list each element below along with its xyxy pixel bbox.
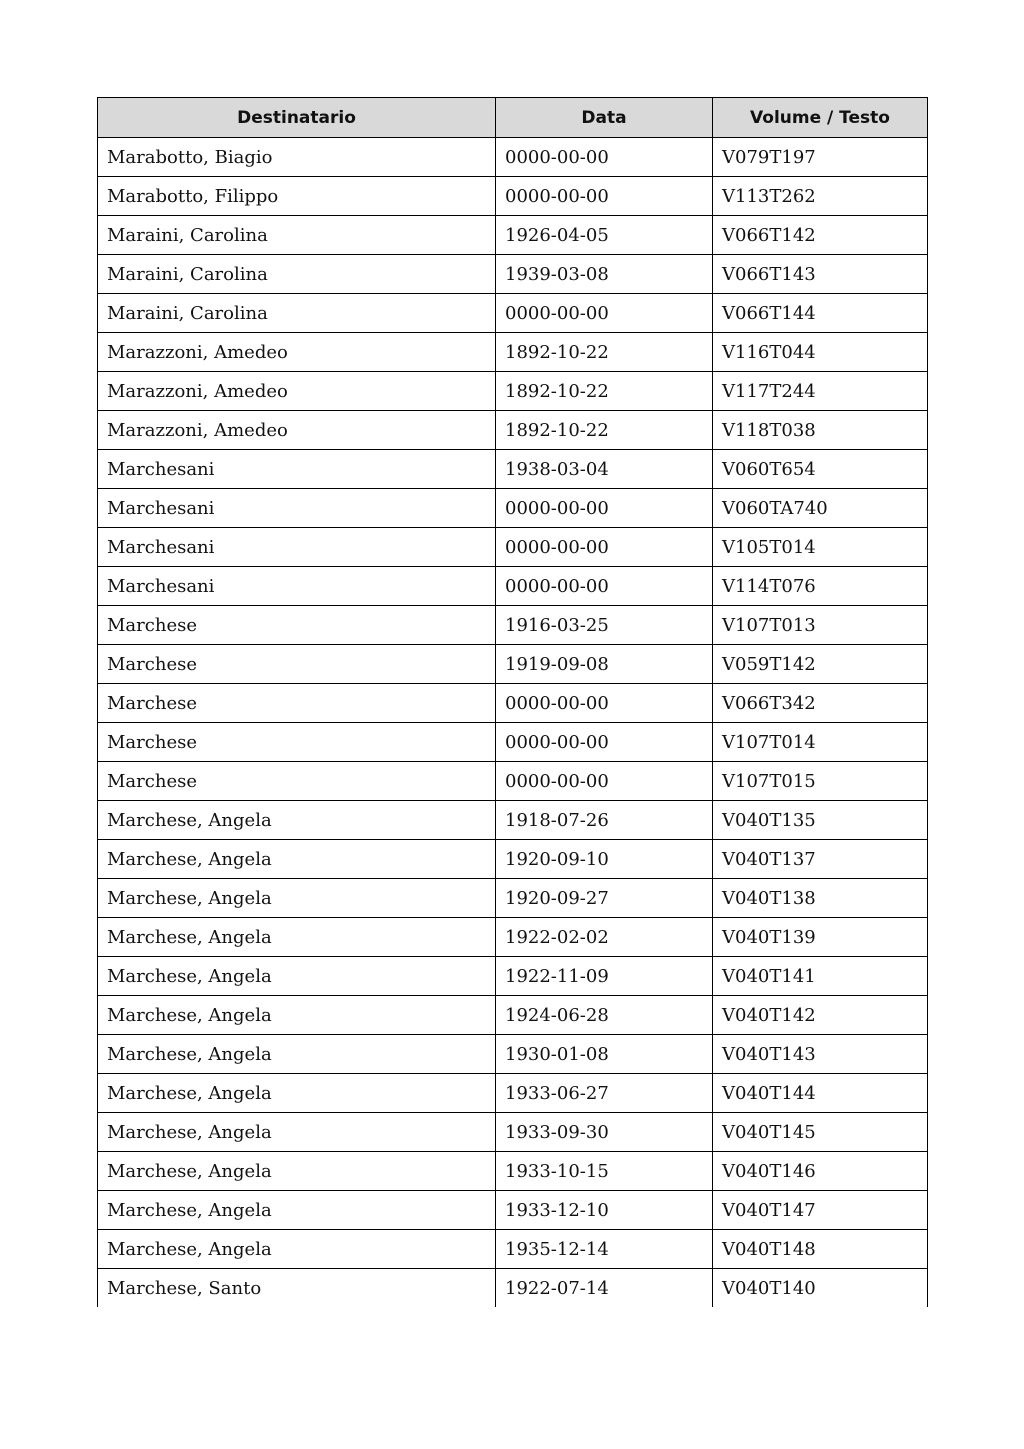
- cell-volume: V114T076: [713, 567, 928, 606]
- cell-date: 1892-10-22: [496, 372, 713, 411]
- cell-volume: V040T138: [713, 879, 928, 918]
- cell-recipient: Marchese, Angela: [98, 1152, 496, 1191]
- table-row: [98, 1152, 928, 1191]
- cell-volume: V066T143: [713, 255, 928, 294]
- cell-recipient: Marabotto, Filippo: [98, 177, 496, 216]
- cell-date: 1930-01-08: [496, 1035, 713, 1074]
- cell-date: 1892-10-22: [496, 411, 713, 450]
- cell-volume: V040T135: [713, 801, 928, 840]
- cell-recipient: Marchesani: [98, 567, 496, 606]
- cell-date: 1922-02-02: [496, 918, 713, 957]
- table-row: [98, 645, 928, 684]
- cell-recipient: Marchese, Angela: [98, 1035, 496, 1074]
- cell-recipient: Marchese: [98, 684, 496, 723]
- table-row: [98, 801, 928, 840]
- cell-volume: V107T014: [713, 723, 928, 762]
- cell-recipient: Marchese, Angela: [98, 957, 496, 996]
- table-row: [98, 567, 928, 606]
- cell-recipient: Marchese, Angela: [98, 1230, 496, 1269]
- table-row: [98, 255, 928, 294]
- table-row: [98, 177, 928, 216]
- cell-volume: V060TA740: [713, 489, 928, 528]
- cell-date: 0000-00-00: [496, 294, 713, 333]
- cell-date: 1922-07-14: [496, 1269, 713, 1308]
- cell-recipient: Maraini, Carolina: [98, 294, 496, 333]
- table-row: [98, 1191, 928, 1230]
- table-row: [98, 1230, 928, 1269]
- cell-volume: V066T142: [713, 216, 928, 255]
- cell-recipient: Marchese: [98, 645, 496, 684]
- cell-date: 1933-06-27: [496, 1074, 713, 1113]
- cell-recipient: Marazzoni, Amedeo: [98, 411, 496, 450]
- cell-recipient: Marchese, Angela: [98, 918, 496, 957]
- cell-recipient: Maraini, Carolina: [98, 255, 496, 294]
- table-row: [98, 918, 928, 957]
- table-row: [98, 879, 928, 918]
- table-row: [98, 489, 928, 528]
- cell-date: 1933-09-30: [496, 1113, 713, 1152]
- table-row: [98, 1269, 928, 1308]
- cell-recipient: Marchese: [98, 606, 496, 645]
- cell-date: 1924-06-28: [496, 996, 713, 1035]
- cell-date: 1919-09-08: [496, 645, 713, 684]
- cell-date: 1933-10-15: [496, 1152, 713, 1191]
- cell-recipient: Marchese, Angela: [98, 840, 496, 879]
- table-row: [98, 294, 928, 333]
- cell-recipient: Maraini, Carolina: [98, 216, 496, 255]
- cell-date: 1922-11-09: [496, 957, 713, 996]
- cell-recipient: Marazzoni, Amedeo: [98, 372, 496, 411]
- table-row: [98, 411, 928, 450]
- cell-date: 1920-09-10: [496, 840, 713, 879]
- cell-recipient: Marabotto, Biagio: [98, 138, 496, 177]
- cell-recipient: Marchesani: [98, 528, 496, 567]
- table-row: [98, 1074, 928, 1113]
- column-header-recipient: Destinatario: [98, 98, 496, 138]
- cell-volume: V040T139: [713, 918, 928, 957]
- cell-recipient: Marchesani: [98, 489, 496, 528]
- cell-recipient: Marchese, Angela: [98, 879, 496, 918]
- cell-volume: V040T142: [713, 996, 928, 1035]
- cell-date: 0000-00-00: [496, 177, 713, 216]
- cell-volume: V040T148: [713, 1230, 928, 1269]
- column-header-date: Data: [496, 98, 713, 138]
- table-row: [98, 684, 928, 723]
- cell-date: 1939-03-08: [496, 255, 713, 294]
- cell-volume: V040T144: [713, 1074, 928, 1113]
- cell-volume: V066T342: [713, 684, 928, 723]
- cell-recipient: Marazzoni, Amedeo: [98, 333, 496, 372]
- table-row: [98, 996, 928, 1035]
- cell-volume: V107T013: [713, 606, 928, 645]
- cell-date: 0000-00-00: [496, 684, 713, 723]
- table-row: [98, 762, 928, 801]
- table-row: [98, 957, 928, 996]
- cell-volume: V040T147: [713, 1191, 928, 1230]
- cell-recipient: Marchese, Angela: [98, 1191, 496, 1230]
- cell-volume: V040T145: [713, 1113, 928, 1152]
- table-row: [98, 528, 928, 567]
- cell-volume: V118T038: [713, 411, 928, 450]
- cell-recipient: Marchese, Angela: [98, 801, 496, 840]
- letters-index-table: [97, 97, 928, 1307]
- table-row: [98, 450, 928, 489]
- cell-date: 1938-03-04: [496, 450, 713, 489]
- cell-volume: V040T140: [713, 1269, 928, 1308]
- cell-volume: V079T197: [713, 138, 928, 177]
- table-header-row: [98, 98, 928, 138]
- table-row: [98, 840, 928, 879]
- cell-volume: V040T146: [713, 1152, 928, 1191]
- cell-date: 1926-04-05: [496, 216, 713, 255]
- table-row: [98, 723, 928, 762]
- cell-date: 1920-09-27: [496, 879, 713, 918]
- document-page: [97, 97, 927, 1307]
- cell-volume: V116T044: [713, 333, 928, 372]
- cell-date: 0000-00-00: [496, 762, 713, 801]
- cell-volume: V060T654: [713, 450, 928, 489]
- cell-recipient: Marchese: [98, 723, 496, 762]
- cell-volume: V059T142: [713, 645, 928, 684]
- cell-recipient: Marchese, Angela: [98, 1074, 496, 1113]
- table-body: [98, 138, 928, 1308]
- cell-recipient: Marchese, Angela: [98, 996, 496, 1035]
- cell-date: 1933-12-10: [496, 1191, 713, 1230]
- cell-recipient: Marchesani: [98, 450, 496, 489]
- cell-recipient: Marchese: [98, 762, 496, 801]
- cell-recipient: Marchese, Angela: [98, 1113, 496, 1152]
- cell-recipient: Marchese, Santo: [98, 1269, 496, 1308]
- table-row: [98, 216, 928, 255]
- table-row: [98, 1035, 928, 1074]
- cell-volume: V040T141: [713, 957, 928, 996]
- cell-date: 1935-12-14: [496, 1230, 713, 1269]
- cell-volume: V040T137: [713, 840, 928, 879]
- table-row: [98, 1113, 928, 1152]
- cell-date: 0000-00-00: [496, 528, 713, 567]
- cell-date: 0000-00-00: [496, 138, 713, 177]
- cell-date: 1892-10-22: [496, 333, 713, 372]
- table-row: [98, 333, 928, 372]
- cell-volume: V113T262: [713, 177, 928, 216]
- cell-volume: V107T015: [713, 762, 928, 801]
- cell-date: 0000-00-00: [496, 723, 713, 762]
- table-row: [98, 372, 928, 411]
- cell-volume: V117T244: [713, 372, 928, 411]
- cell-date: 0000-00-00: [496, 489, 713, 528]
- cell-volume: V066T144: [713, 294, 928, 333]
- cell-date: 1918-07-26: [496, 801, 713, 840]
- cell-date: 1916-03-25: [496, 606, 713, 645]
- cell-date: 0000-00-00: [496, 567, 713, 606]
- cell-volume: V040T143: [713, 1035, 928, 1074]
- table-row: [98, 606, 928, 645]
- column-header-volume: Volume / Testo: [713, 98, 928, 138]
- cell-volume: V105T014: [713, 528, 928, 567]
- table-row: [98, 138, 928, 177]
